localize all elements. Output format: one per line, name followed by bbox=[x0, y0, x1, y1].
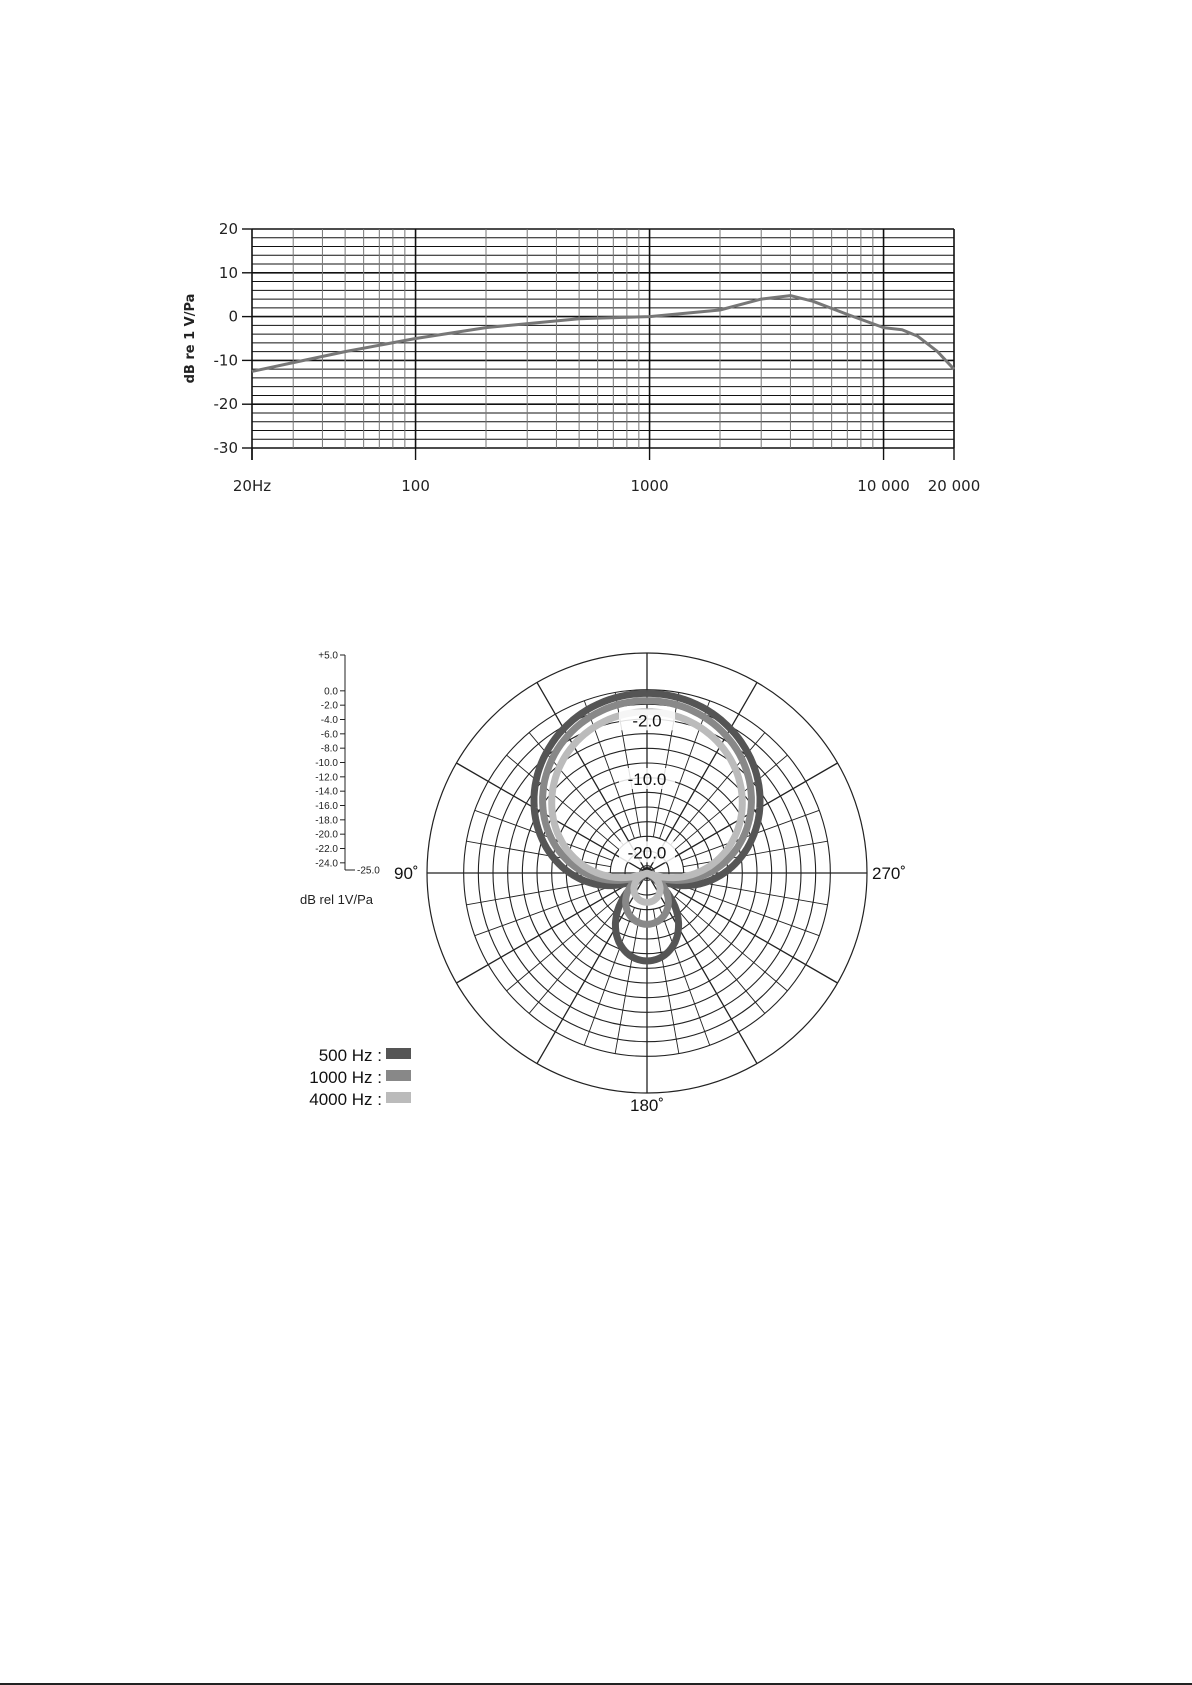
x-tick-label: 1000 bbox=[630, 477, 669, 495]
scale-tick-label: -18.0 bbox=[315, 815, 338, 827]
legend-label: 500 Hz : bbox=[318, 1046, 382, 1065]
legend-swatch bbox=[386, 1048, 411, 1059]
legend-label: 4000 Hz : bbox=[309, 1090, 382, 1109]
y-tick-label: -30 bbox=[213, 439, 238, 457]
ring-label: -2.0 bbox=[632, 711, 662, 731]
ring-label: -20.0 bbox=[627, 843, 667, 863]
polar-db-scale bbox=[315, 651, 380, 877]
scale-tick-label: -8.0 bbox=[320, 743, 338, 755]
ring-label: -10.0 bbox=[627, 770, 667, 789]
angle-label-270: 270˚ bbox=[872, 864, 907, 883]
legend-swatch bbox=[386, 1092, 411, 1103]
scale-tick-label: -20.0 bbox=[315, 829, 338, 841]
legend-label: 1000 Hz : bbox=[309, 1068, 382, 1087]
scale-tick-label: -24.0 bbox=[315, 858, 338, 870]
scale-tick-label: -10.0 bbox=[315, 758, 338, 769]
angle-label-180: 180˚ bbox=[629, 1096, 665, 1115]
y-tick-label: -10 bbox=[213, 351, 238, 370]
polar-spoke bbox=[683, 841, 827, 866]
polar-spoke bbox=[681, 886, 819, 936]
y-tick-label: 20 bbox=[218, 220, 238, 238]
x-tick-label: 20Hz bbox=[232, 477, 272, 495]
y-axis-label: dB re 1 V/Pa bbox=[183, 293, 198, 384]
scale-tick-label: 0.0 bbox=[324, 686, 338, 698]
y-tick-label: 10 bbox=[218, 263, 238, 282]
polar-legend bbox=[309, 1046, 411, 1109]
scale-tick-label: -12.0 bbox=[315, 772, 338, 784]
polar-scale-unit: dB rel 1V/Pa bbox=[300, 892, 373, 907]
x-tick-label: 10 000 bbox=[857, 477, 910, 495]
scale-tick-label: -2.0 bbox=[320, 700, 338, 712]
scale-tick-label: +5.0 bbox=[318, 650, 338, 662]
x-tick-label: 20 000 bbox=[927, 477, 981, 495]
y-tick-label: 0 bbox=[228, 307, 238, 326]
polar-spoke bbox=[466, 841, 610, 866]
scale-tick-label: -6.0 bbox=[320, 729, 338, 741]
scale-tick-label: -16.0 bbox=[315, 801, 338, 812]
scale-tick-label: -25.0 bbox=[357, 865, 380, 877]
polar-spoke bbox=[660, 907, 710, 1045]
scale-tick-label: -14.0 bbox=[315, 786, 338, 798]
scale-tick-label: -22.0 bbox=[315, 844, 338, 855]
scale-tick-label: -4.0 bbox=[320, 715, 338, 726]
x-tick-label: 100 bbox=[401, 477, 430, 495]
y-tick-label: -20 bbox=[213, 395, 238, 414]
polar-spoke bbox=[475, 886, 613, 936]
polar-spoke bbox=[584, 907, 634, 1045]
legend-swatch bbox=[386, 1070, 411, 1081]
angle-label-90: 90˚ bbox=[394, 864, 419, 883]
